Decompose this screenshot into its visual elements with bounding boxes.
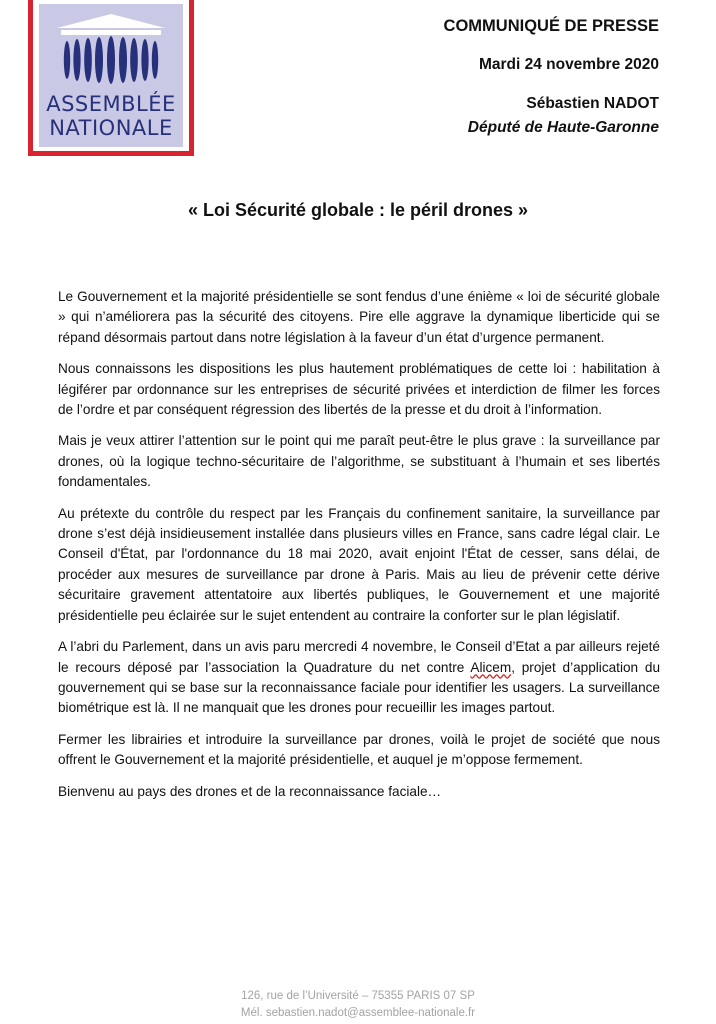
paragraph: Fermer les librairies et introduire la surveillance par drones, voilà le projet de société que nous offrent le Gouvernement et la majorité présidentielle, et auquel je m’oppose fermement. [58,731,660,768]
paragraph: Au prétexte du contrôle du respect par les Français du confinement sanitaire, la surveillance par drone s’est déjà insidieusement installée dans plusieurs villes en France, sans cadre légal clair. Le Conseil d'État, par l'ordonnance du 18 mai 2020, avait enjoint l'État de cesser, sans délai, de procéder aux mesures de surveillance par drone à Paris. Mais au lieu de prévenir cette dérive sécuritaire gravement attentatoire aux libertés publiques, le Gouvernement et une majorité présidentielle peu éclairée sur le sujet entendent au contraire la conforter sur le plan législatif. [58,505,660,623]
misspelled-word: Alicem [470,659,512,675]
footer-address: 126, rue de l’Université – 75355 PARIS 07 SP [241,990,475,1002]
assemblee-nationale-logo [28,0,194,156]
release-date: Mardi 24 novembre 2020 [478,56,659,73]
page-footer [0,988,716,1022]
author-role: Député de Haute-Garonne [467,119,659,136]
document-title: « Loi Sécurité globale : le péril drones » [187,200,529,220]
logo-line-2: NATIONALE [49,116,173,140]
footer-email: Mél. sebastien.nadot@assemblee-nationale.fr [240,1007,476,1019]
author-name: Sébastien NADOT [526,95,659,112]
paragraph: Bienvenu au pays des drones et de la reconnaissance faciale… [58,783,442,799]
paragraph: Le Gouvernement et la majorité présidentielle se sont fendus d’une énième « loi de sécurité globale » qui n’améliorera pas la sécurité des citoyens. Pire elle aggrave la dynamique liberticide qui se répand désormais partout dans notre législation à la faveur d’un état d’urgence permanent. [58,289,660,345]
logo-text [33,92,189,140]
logo-line-1: ASSEMBLÉE [46,92,176,116]
paragraph [58,637,660,719]
press-release-label: COMMUNIQUÉ DE PRESSE [443,17,659,35]
paragraph: Mais je veux attirer l’attention sur le point qui me paraît peut-être le plus grave : la surveillance par drones, où la logique techno-sécuritaire de l’algorithme, se substituant à l’humain et ses libertés fondamentales. [58,433,660,490]
paragraph-text: A l’abri du Parlement, dans un avis paru mercredi 4 novembre, le Conseil d’Etat a par ailleurs rejeté le recours déposé par l’association la Quadrature du net contre [58,639,660,675]
press-header [444,14,659,140]
hemicycle-icon [53,10,169,90]
paragraph-text: , projet d’application du gouvernement qui se base sur la reconnaissance faciale pour identifier les usagers. La surveillance biométrique est là. Il ne manquait que les drones pour recueillir les images partout. [58,659,660,716]
document-body [58,287,660,813]
paragraph: Nous connaissons les dispositions les plus hautement problématiques de cette loi : habilitation à légiférer par ordonnance sur les entreprises de sécurité privées et interdiction de filmer les forces de l’ordre et par conséquent régression des libertés de la presse et du droit à l’information. [58,361,660,418]
